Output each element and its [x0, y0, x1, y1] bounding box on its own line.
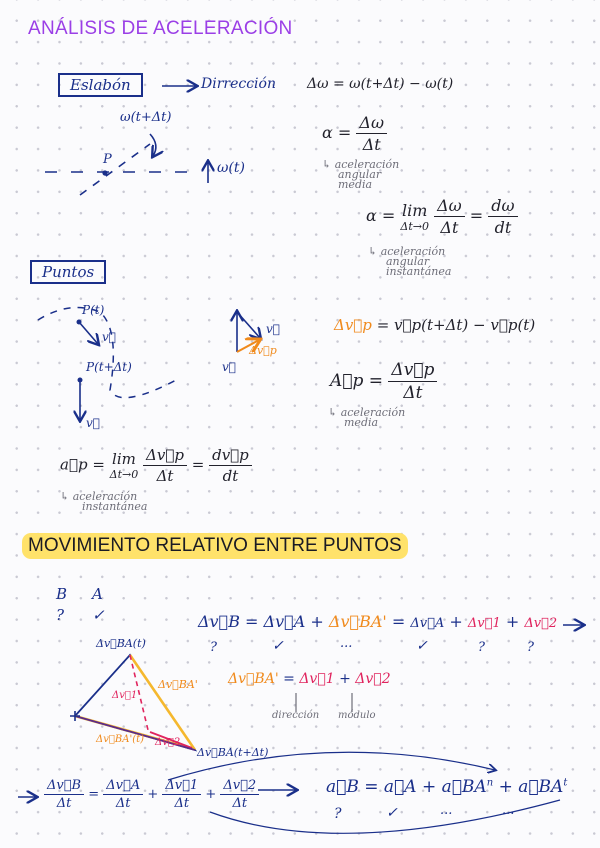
puntos-box: Puntos	[30, 260, 106, 284]
velocity-vector-t	[79, 322, 98, 344]
v-label-1: v⃗	[102, 330, 116, 344]
eq-status-4: ?	[478, 640, 485, 655]
decomp-dir-label: dirección	[272, 710, 320, 721]
alpha-symbol: α =	[322, 123, 352, 142]
accel-status-2: ...	[440, 803, 453, 818]
eq-status-1: ✓	[272, 638, 284, 654]
alpha-media-equation	[322, 113, 387, 154]
accel-status-0: ?	[334, 806, 342, 822]
eslabon-box: Eslabón	[58, 73, 143, 97]
omega-t-dt-label: ω(t+Δt)	[120, 110, 172, 125]
tri-label-dvba-prime: Δv⃗BA'	[158, 678, 198, 691]
eq-status-0: ?	[210, 640, 217, 655]
decomp-mod-label: módulo	[338, 710, 376, 721]
link-line-inclined	[80, 144, 150, 195]
alpha-inst-equation: α = lim Δt→0 $\frac{\Delta\omega}{\Delta t}$ = $\frac{d\omega}{dt}$	[366, 196, 518, 237]
page-title: ANÁLISIS DE ACELERACIÓN	[28, 18, 293, 39]
relativo-title: MOVIMIENTO RELATIVO ENTRE PUNTOS	[22, 533, 408, 559]
direccion-label: Dirrección	[201, 76, 276, 92]
alpha-num: Δω	[356, 113, 387, 134]
col-a-label: A	[92, 585, 103, 603]
ap-media-note: ↳ aceleración media	[328, 406, 406, 429]
v-label-tri-2: v⃗	[222, 360, 236, 374]
trajectory-curve	[38, 308, 180, 398]
ptdt-label: P(t+Δt)	[86, 360, 132, 374]
tri-label-dv2: Δv⃗2	[155, 737, 181, 748]
tri-label-dv1: Δv⃗1	[112, 690, 138, 701]
ap-inst-note: ↳ aceleración instantánea	[60, 490, 148, 513]
tri-label-bottom: Δv⃗BA(t+Δt)	[197, 746, 269, 759]
point-p-dot	[102, 170, 107, 175]
acceleration-equation: a⃗B = a⃗A + $a⃗BA^n$ + $a⃗BA^t$	[326, 777, 568, 797]
v-label-2: v⃗	[86, 416, 100, 430]
accel-status-1: ✓	[386, 805, 398, 821]
alpha-media-note: ↳ aceleración angular media	[322, 158, 400, 191]
dv-p-label: Δv⃗p	[249, 344, 277, 357]
a-status: ✓	[92, 606, 105, 624]
tri-label-top: Δv⃗BA(t)	[96, 637, 146, 650]
v-label-tri-1: v⃗	[266, 322, 280, 336]
alpha-den: Δt	[362, 135, 381, 154]
delta-omega-equation: Δω = ω(t+Δt) − ω(t)	[307, 76, 454, 92]
tri-label-left-orange: Δv⃗BA'(t)	[96, 734, 145, 745]
point-p-label: P	[103, 152, 112, 167]
eq-status-5: ?	[527, 640, 534, 655]
ap-media-equation: A⃗p = $\frac{\Delta v⃗p}{\Delta t}$	[330, 360, 437, 403]
omega-arc-arrow	[150, 134, 156, 156]
eq-status-3: ✓	[416, 638, 428, 654]
v-triangle-right	[237, 312, 260, 338]
velocity-equation: Δv⃗B = Δv⃗A + Δv⃗BA' = Δv⃗A + Δv⃗1 + Δv⃗2	[198, 612, 558, 631]
col-b-label: B	[56, 585, 68, 603]
b-status: ?	[56, 606, 65, 624]
dv-equation: Δv⃗p = v⃗p(t+Δt) − v⃗p(t)	[334, 316, 536, 334]
accel-status-3: ...	[502, 803, 515, 818]
omega-t-label: ω(t)	[217, 160, 245, 176]
eq-status-2: ...	[340, 636, 353, 651]
fraction-row: $\frac{\Delta v⃗B}{\Delta t}$ = $\frac{\Delta v⃗A}{\Delta t}$ + $\frac{\Delta v⃗1}{\Delta t}$ + $\frac{\Delta v⃗2}{\Delta t}$	[44, 778, 259, 811]
pt-label: P(t)	[82, 303, 105, 317]
decomposition-equation: Δv⃗BA' = Δv⃗1 + Δv⃗2	[228, 671, 391, 687]
ap-inst-equation: a⃗p = lim Δt→0 $\frac{\Delta v⃗p}{\Delta t}$ = $\frac{dv⃗p}{dt}$	[60, 446, 252, 485]
alpha-inst-note: ↳ aceleración angular instantánea	[368, 245, 452, 278]
